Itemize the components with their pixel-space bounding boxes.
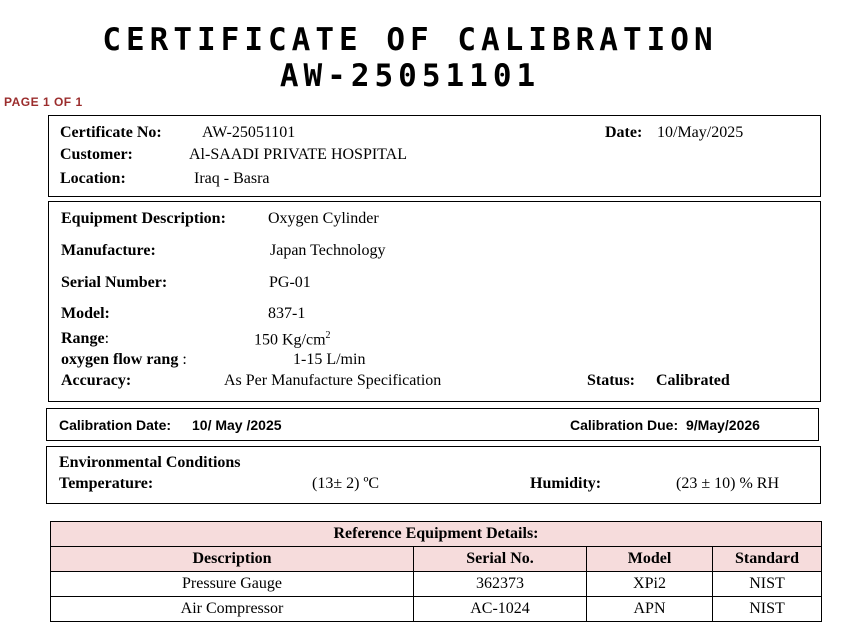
range-label bbox=[61, 330, 109, 348]
customer-label: Customer: bbox=[60, 146, 133, 163]
status-value: Calibrated bbox=[656, 372, 730, 389]
column-header-serial: Serial No. bbox=[414, 547, 587, 572]
environment-heading: Environmental Conditions bbox=[59, 454, 241, 471]
column-header-standard: Standard bbox=[713, 547, 822, 572]
cell-model: APN bbox=[587, 597, 713, 622]
calibration-date-value: 10/ May /2025 bbox=[192, 417, 282, 433]
serial-number-value: PG-01 bbox=[269, 274, 311, 291]
cell-model: XPi2 bbox=[587, 572, 713, 597]
equipment-description-label: Equipment Description: bbox=[61, 210, 226, 227]
equipment-description-value: Oxygen Cylinder bbox=[268, 210, 379, 227]
humidity-value: (23 ± 10) % RH bbox=[676, 475, 779, 492]
location-label: Location: bbox=[60, 170, 126, 187]
certificate-title: CERTIFICATE OF CALIBRATION bbox=[102, 22, 718, 58]
calibration-date-label: Calibration Date: bbox=[59, 417, 172, 433]
flow-value: 1-15 L/min bbox=[293, 351, 366, 368]
humidity-label: Humidity: bbox=[530, 475, 602, 492]
range-value-text: 150 Kg/cm bbox=[254, 331, 326, 349]
range-exponent: 2 bbox=[325, 330, 331, 341]
table-row bbox=[51, 572, 822, 597]
accuracy-label: Accuracy: bbox=[61, 372, 132, 389]
cell-standard: NIST bbox=[713, 597, 822, 622]
date-value: 10/May/2025 bbox=[657, 124, 744, 141]
certificate-no-value: AW-25051101 bbox=[202, 124, 296, 141]
model-value: 837-1 bbox=[268, 305, 306, 322]
flow-label-text: oxygen flow rang bbox=[61, 351, 179, 368]
customer-value: Al-SAADI PRIVATE HOSPITAL bbox=[189, 146, 407, 163]
flow-label bbox=[61, 351, 187, 369]
certificate-no-label: Certificate No: bbox=[60, 124, 162, 141]
range-label-colon: : bbox=[104, 330, 110, 347]
serial-number-label: Serial Number: bbox=[61, 274, 168, 291]
cell-serial: 362373 bbox=[414, 572, 587, 597]
temperature-label: Temperature: bbox=[59, 475, 154, 492]
reference-equipment-table bbox=[50, 521, 822, 622]
date-label: Date: bbox=[605, 124, 643, 141]
calibration-due-value: 9/May/2026 bbox=[686, 417, 760, 433]
range-label-text: Range bbox=[61, 330, 105, 347]
status-label: Status: bbox=[587, 372, 636, 389]
cell-description: Air Compressor bbox=[51, 597, 414, 622]
column-header-description: Description bbox=[51, 547, 414, 572]
cell-description: Pressure Gauge bbox=[51, 572, 414, 597]
certificate-number-title: AW-25051101 bbox=[279, 58, 541, 94]
temperature-value: (13± 2) ºC bbox=[312, 475, 380, 492]
column-header-model: Model bbox=[587, 547, 713, 572]
manufacture-value: Japan Technology bbox=[270, 242, 386, 259]
manufacture-label: Manufacture: bbox=[61, 242, 156, 259]
cell-standard: NIST bbox=[713, 572, 822, 597]
table-row bbox=[51, 597, 822, 622]
cell-serial: AC-1024 bbox=[414, 597, 587, 622]
page-indicator: PAGE 1 OF 1 bbox=[4, 95, 83, 109]
flow-label-colon: : bbox=[182, 351, 187, 368]
calibration-due-label: Calibration Due: bbox=[570, 417, 679, 433]
range-value bbox=[254, 330, 331, 349]
location-value: Iraq - Basra bbox=[194, 170, 270, 187]
model-label: Model: bbox=[61, 305, 110, 322]
reference-heading: Reference Equipment Details: bbox=[51, 522, 822, 547]
accuracy-value: As Per Manufacture Specification bbox=[224, 372, 442, 389]
